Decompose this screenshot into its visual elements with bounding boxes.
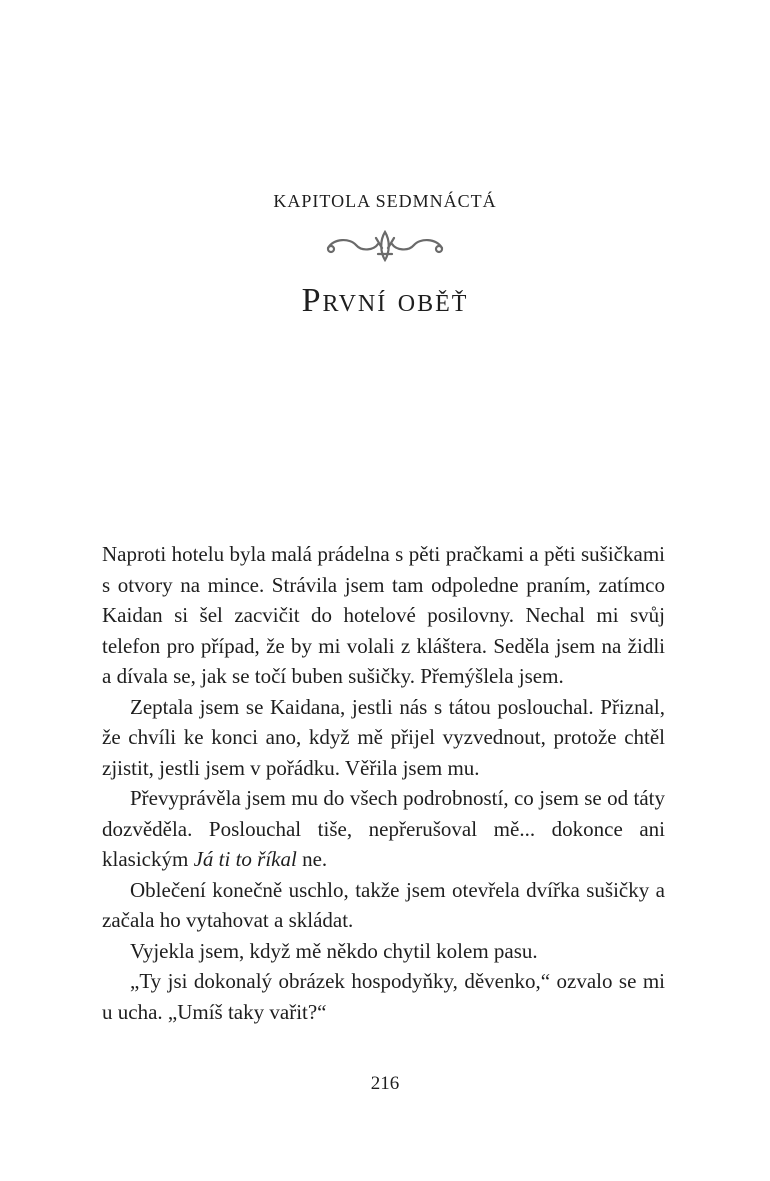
decorative-flourish-icon [320,228,450,264]
paragraph: Převyprávěla jsem mu do všech podrobností, co jsem se od táty dozvěděla. Poslouchal tiše, nepřerušoval mě... dokonce ani klasickým Já ti to říkal ne. [102,786,665,871]
body-text [102,539,665,1027]
paragraph: Oblečení konečně uschlo, takže jsem otevřela dvířka sušičky a začala ho vytahovat a skládat. [102,877,665,932]
paragraph: „Ty jsi dokonalý obrázek hospodyňky, děvenko,“ ozvalo se mi u ucha. „Umíš taky vařit?“ [102,969,665,1024]
page-number: 216 [370,1073,400,1094]
italic-quote: Já ti to říkal [193,847,297,871]
paragraph: Zeptala jsem se Kaidana, jestli nás s tátou poslouchal. Přiznal, že chvíli ke konci ano, když mě přijel vyzvednout, protože chtěl zjistit, jestli jsem v pořádku. Věřila jsem mu. [102,694,665,780]
paragraph: Vyjekla jsem, když mě někdo chytil kolem pasu. [130,938,538,963]
paragraph: Naproti hotelu byla malá prádelna s pěti pračkami a pěti sušičkami s otvory na mince. Strávila jsem tam odpoledne praním, zatímco Kaidan si šel zacvičit do hotelové posilovny. Nechal mi svůj telefon pro případ, že by mi volali z kláštera. Seděla jsem na židli a dívala se, jak se točí buben sušičky. Přemýšlela jsem. [102,542,665,688]
chapter-label: KAPITOLA SEDMNÁCTÁ [273,191,497,211]
chapter-title: První oběť [301,282,469,319]
